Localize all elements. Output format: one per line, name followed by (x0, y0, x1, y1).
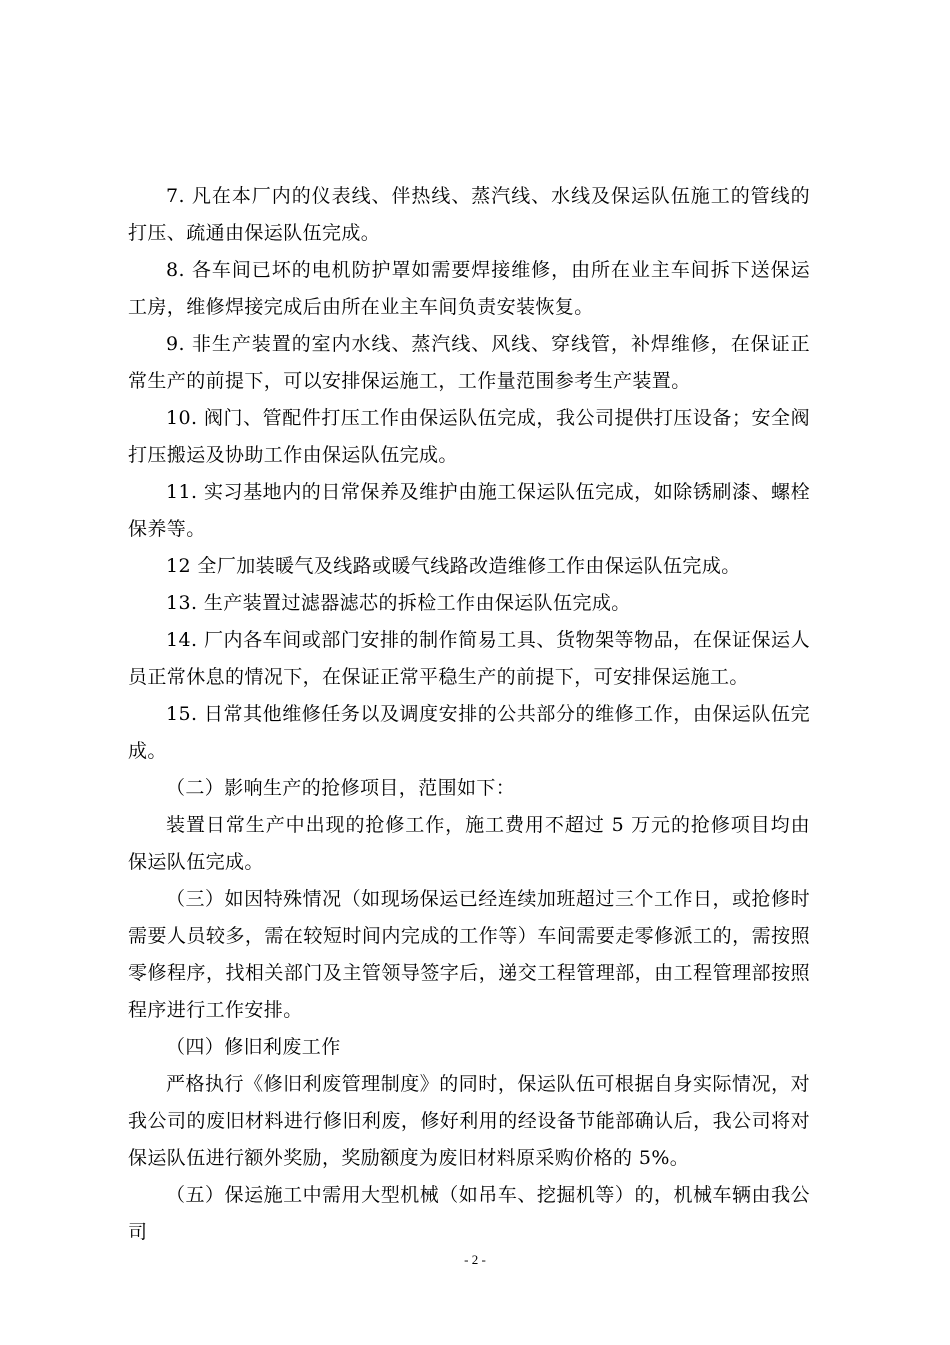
paragraph-item-12: 12 全厂加装暖气及线路或暖气线路改造维修工作由保运队伍完成。 (166, 555, 741, 577)
section-3-body: （三）如因特殊情况（如现场保运已经连续加班超过三个工作日，或抢修时需要人员较多，需在较短时间内完成的工作等）车间需要走零修派工的，需按照零修程序，找相关部门及主管领导签字后，递交工程管理部，由工程管理部按照程序进行工作安排。 (128, 888, 810, 1021)
section-4-body: 严格执行《修旧利废管理制度》的同时，保运队伍可根据自身实际情况，对我公司的废旧材料进行修旧利废，修好利用的经设备节能部确认后，我公司将对保运队伍进行额外奖励，奖励额度为废旧材料原采购价格的 5%。 (128, 1073, 810, 1169)
section-heading-2: （二）影响生产的抢修项目，范围如下： (166, 777, 516, 799)
paragraph-item-7: 7. 凡在本厂内的仪表线、伴热线、蒸汽线、水线及保运队伍施工的管线的打压、疏通由保运队伍完成。 (128, 185, 810, 244)
paragraph-item-8: 8. 各车间已坏的电机防护罩如需要焊接维修，由所在业主车间拆下送保运工房，维修焊接完成后由所在业主车间负责安装恢复。 (128, 259, 810, 318)
paragraph-item-15: 15. 日常其他维修任务以及调度安排的公共部分的维修工作，由保运队伍完成。 (128, 703, 810, 762)
section-5-body: （五）保运施工中需用大型机械（如吊车、挖掘机等）的，机械车辆由我公司 (128, 1184, 810, 1243)
paragraph-item-9: 9. 非生产装置的室内水线、蒸汽线、风线、穿线管，补焊维修，在保证正常生产的前提下，可以安排保运施工，工作量范围参考生产装置。 (128, 333, 810, 392)
paragraph-item-14: 14. 厂内各车间或部门安排的制作简易工具、货物架等物品，在保证保运人员正常休息的情况下，在保证正常平稳生产的前提下，可安排保运施工。 (128, 629, 810, 688)
paragraph-item-10: 10. 阀门、管配件打压工作由保运队伍完成，我公司提供打压设备；安全阀打压搬运及协助工作由保运队伍完成。 (128, 407, 810, 466)
document-body (128, 178, 810, 1251)
paragraph-item-11: 11. 实习基地内的日常保养及维护由施工保运队伍完成，如除锈刷漆、螺栓保养等。 (128, 481, 810, 540)
section-2-body: 装置日常生产中出现的抢修工作，施工费用不超过 5 万元的抢修项目均由保运队伍完成。 (128, 814, 810, 873)
page-number: - 2 - (464, 1252, 486, 1267)
section-heading-4: （四）修旧利废工作 (166, 1036, 341, 1058)
paragraph-item-13: 13. 生产装置过滤器滤芯的拆检工作由保运队伍完成。 (166, 592, 631, 614)
